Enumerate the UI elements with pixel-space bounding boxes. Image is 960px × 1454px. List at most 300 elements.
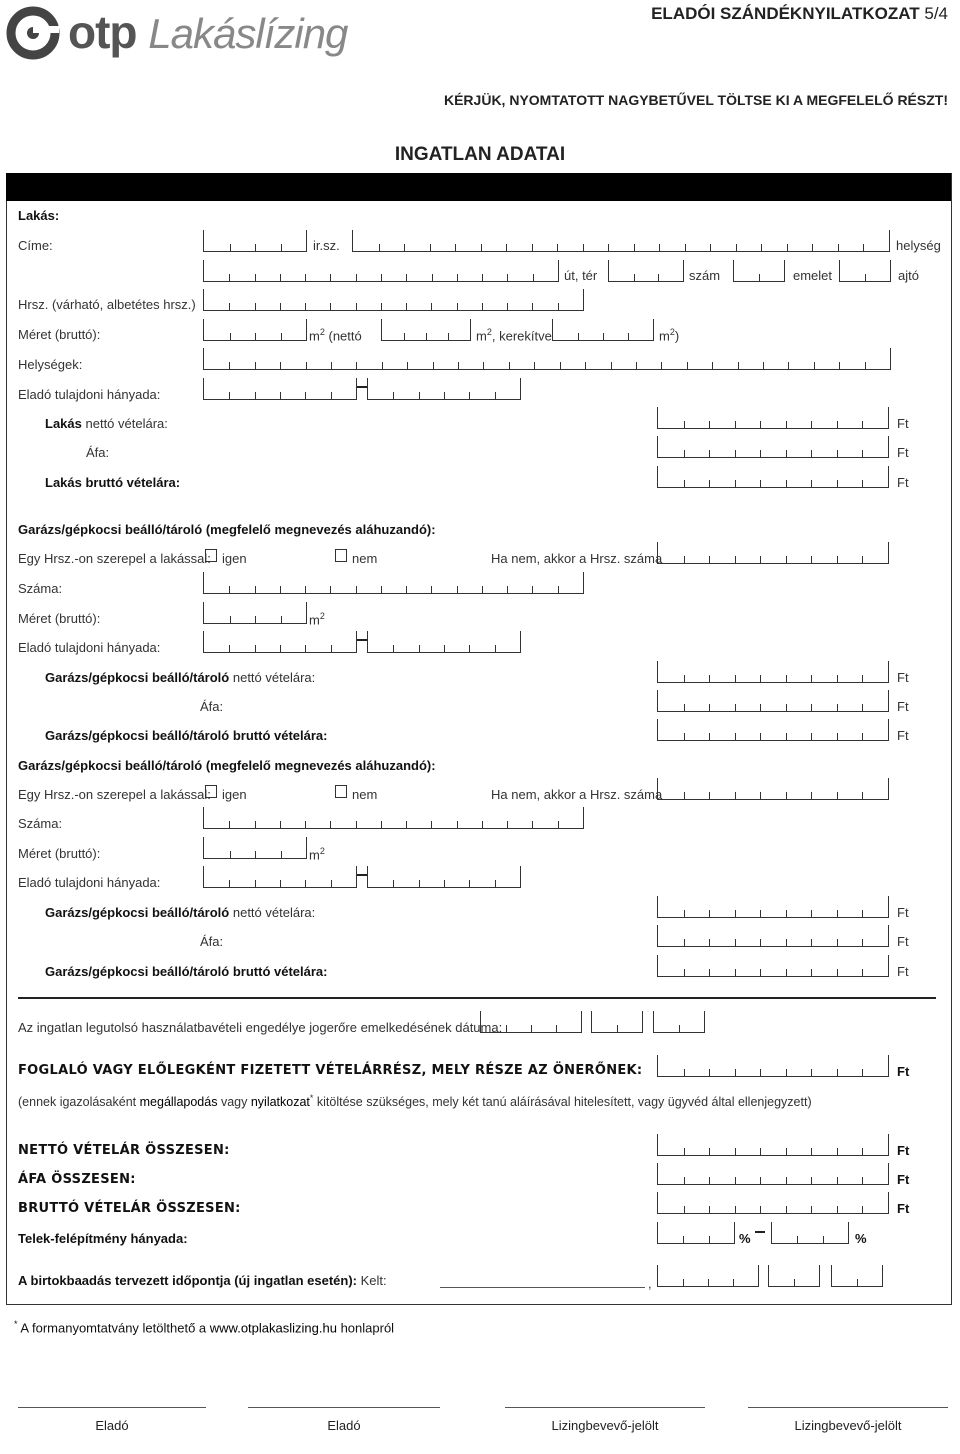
cell-divider bbox=[280, 392, 281, 399]
cell-divider bbox=[280, 586, 281, 593]
cell-divider bbox=[255, 586, 256, 593]
gross-total-input[interactable] bbox=[657, 1192, 889, 1214]
garage1-ownership-numerator-input[interactable] bbox=[203, 631, 357, 653]
net-price-label: Lakás nettó vételára: bbox=[45, 416, 168, 431]
cell-divider bbox=[760, 1069, 761, 1076]
vat-input[interactable] bbox=[657, 436, 889, 458]
cell-divider bbox=[585, 362, 586, 369]
cell-divider bbox=[532, 586, 533, 593]
cell-divider bbox=[735, 1148, 736, 1155]
cell-divider bbox=[709, 556, 710, 563]
handover-month-input[interactable] bbox=[768, 1265, 820, 1287]
garage2-size-unit: $m^2$ bbox=[309, 846, 325, 863]
cell-divider bbox=[381, 274, 382, 281]
vat-label: Áfa: bbox=[86, 445, 110, 460]
cell-divider bbox=[857, 1279, 858, 1286]
cell-divider bbox=[482, 586, 483, 593]
cell-divider bbox=[761, 244, 762, 251]
cell-divider bbox=[431, 821, 432, 828]
currency-ft: Ft bbox=[897, 416, 909, 431]
percent-sign: % bbox=[855, 1231, 867, 1246]
net-price-input[interactable] bbox=[657, 407, 889, 429]
size-net-input[interactable] bbox=[381, 319, 471, 341]
hrsz-input[interactable] bbox=[203, 289, 584, 311]
cell-divider bbox=[558, 821, 559, 828]
street-label: út, tér bbox=[564, 268, 598, 283]
garage2-same-hrsz-label: Egy Hrsz.-on szerepel a lakással: bbox=[18, 787, 211, 802]
garage1-size-input[interactable] bbox=[203, 602, 307, 624]
cell-divider bbox=[255, 821, 256, 828]
cell-divider bbox=[786, 1069, 787, 1076]
cell-divider bbox=[636, 362, 637, 369]
cell-divider bbox=[356, 274, 357, 281]
garage1-gross-price-input[interactable] bbox=[657, 719, 889, 741]
currency-ft: Ft bbox=[897, 475, 909, 490]
cell-divider bbox=[862, 450, 863, 457]
cell-divider bbox=[709, 969, 710, 976]
land-share-input[interactable] bbox=[657, 1222, 735, 1244]
garage1-vat-label: Áfa: bbox=[200, 699, 224, 714]
cell-divider bbox=[556, 1025, 557, 1032]
section-divider bbox=[18, 997, 936, 999]
cell-divider bbox=[560, 362, 561, 369]
cell-divider bbox=[255, 851, 256, 858]
cell-divider bbox=[356, 303, 357, 310]
cell-divider bbox=[786, 450, 787, 457]
cell-divider bbox=[812, 244, 813, 251]
cell-divider bbox=[393, 392, 394, 399]
cell-divider bbox=[230, 244, 231, 251]
cell-divider bbox=[281, 333, 282, 340]
cell-divider bbox=[495, 645, 496, 652]
signature-label: Eladó bbox=[327, 1418, 361, 1433]
cell-divider bbox=[811, 733, 812, 740]
cell-divider bbox=[280, 880, 281, 887]
building-share-input[interactable] bbox=[771, 1222, 849, 1244]
cell-divider bbox=[407, 362, 408, 369]
handover-year-input[interactable] bbox=[657, 1265, 759, 1287]
cell-divider bbox=[658, 274, 659, 281]
cell-divider bbox=[230, 616, 231, 623]
garage2-ownership-denominator-input[interactable] bbox=[367, 866, 521, 888]
cell-divider bbox=[862, 910, 863, 917]
cell-divider bbox=[495, 880, 496, 887]
logo-wordmark: otp Lakáslízing bbox=[68, 6, 348, 58]
cell-divider bbox=[611, 362, 612, 369]
garage1-gross-price-label: Garázs/gépkocsi beálló/tároló bruttó vételára: bbox=[45, 728, 328, 743]
cell-divider bbox=[229, 821, 230, 828]
cell-divider bbox=[381, 303, 382, 310]
cell-divider bbox=[837, 480, 838, 487]
handover-day-input[interactable] bbox=[831, 1265, 883, 1287]
garage1-size-unit: $m^2$ bbox=[309, 611, 325, 628]
cell-divider bbox=[406, 274, 407, 281]
garage2-number-label: Száma: bbox=[18, 816, 63, 831]
cell-divider bbox=[863, 244, 864, 251]
vat-total-label: ÁFA ÖSSZESEN: bbox=[18, 1172, 136, 1187]
garage2-size-label: Méret (bruttó): bbox=[18, 846, 101, 861]
cell-divider bbox=[811, 421, 812, 428]
cell-divider bbox=[738, 362, 739, 369]
cell-divider bbox=[683, 1236, 684, 1243]
cell-divider bbox=[862, 1148, 863, 1155]
garage2-hrsz-input[interactable] bbox=[657, 778, 889, 800]
cell-divider bbox=[255, 303, 256, 310]
cell-divider bbox=[837, 969, 838, 976]
cell-divider bbox=[393, 880, 394, 887]
signature-line-lessee-1[interactable] bbox=[505, 1407, 705, 1408]
permit-month-input[interactable] bbox=[591, 1011, 643, 1033]
cell-divider bbox=[760, 704, 761, 711]
cell-divider bbox=[469, 880, 470, 887]
cell-divider bbox=[404, 244, 405, 251]
cell-divider bbox=[786, 792, 787, 799]
cell-divider bbox=[603, 333, 604, 340]
cell-divider bbox=[608, 244, 609, 251]
cell-divider bbox=[684, 704, 685, 711]
cell-divider bbox=[229, 880, 230, 887]
gross-total-label: BRUTTÓ VÉTELÁR ÖSSZESEN: bbox=[18, 1201, 241, 1216]
currency-ft: Ft bbox=[897, 699, 909, 714]
cell-divider bbox=[558, 586, 559, 593]
garage2-number-input[interactable] bbox=[203, 807, 584, 829]
cell-divider bbox=[862, 1206, 863, 1213]
cell-divider bbox=[432, 274, 433, 281]
garage1-hrsz-input[interactable] bbox=[657, 542, 889, 564]
signature-line-seller-1[interactable] bbox=[18, 1407, 206, 1408]
deposit-note: (ennek igazolásaként megállapodás vagy nyilatkozat* kitöltése szükséges, mely két tanú aláírásával hitelesített, vagy ügyvéd által ellenjegyzett) bbox=[18, 1093, 812, 1110]
cell-divider bbox=[735, 969, 736, 976]
garage2-no-label: nem bbox=[352, 787, 378, 802]
cell-divider bbox=[331, 645, 332, 652]
cell-divider bbox=[687, 362, 688, 369]
cell-divider bbox=[531, 1025, 532, 1032]
cell-divider bbox=[684, 450, 685, 457]
deposit-input[interactable] bbox=[657, 1055, 889, 1077]
cell-divider bbox=[356, 362, 357, 369]
cell-divider bbox=[794, 1279, 795, 1286]
cell-divider bbox=[760, 1206, 761, 1213]
deposit-label: FOGLALÓ VAGY ELŐLEGKÉNT FIZETETT VÉTELÁRRÉSZ, MELY RÉSZE AZ ÖNERŐNEK: bbox=[18, 1063, 643, 1078]
cell-divider bbox=[659, 244, 660, 251]
cell-divider bbox=[814, 362, 815, 369]
cell-divider bbox=[760, 910, 761, 917]
cell-divider bbox=[281, 851, 282, 858]
cell-divider bbox=[482, 821, 483, 828]
cell-divider bbox=[862, 675, 863, 682]
cell-divider bbox=[393, 645, 394, 652]
cell-divider bbox=[708, 1279, 709, 1286]
cell-divider bbox=[709, 480, 710, 487]
garage2-no-checkbox[interactable] bbox=[335, 785, 347, 798]
garage1-no-checkbox[interactable] bbox=[335, 549, 347, 562]
zip-input[interactable] bbox=[203, 230, 307, 252]
cell-divider bbox=[683, 1279, 684, 1286]
cell-divider bbox=[837, 910, 838, 917]
garage1-no-label: nem bbox=[352, 551, 378, 566]
cell-divider bbox=[305, 880, 306, 887]
cell-divider bbox=[426, 333, 427, 340]
size-gross-label: Méret (bruttó): bbox=[18, 327, 101, 342]
cell-divider bbox=[532, 821, 533, 828]
cell-divider bbox=[356, 821, 357, 828]
cell-divider bbox=[255, 880, 256, 887]
vat-total-input[interactable] bbox=[657, 1163, 889, 1185]
cell-divider bbox=[862, 939, 863, 946]
cell-divider bbox=[862, 421, 863, 428]
garage2-ownership-numerator-input[interactable] bbox=[203, 866, 357, 888]
cell-divider bbox=[382, 362, 383, 369]
percent-sign: % bbox=[739, 1231, 751, 1246]
cell-divider bbox=[430, 244, 431, 251]
cell-divider bbox=[305, 303, 306, 310]
garage1-net-price-input[interactable] bbox=[657, 661, 889, 683]
cell-divider bbox=[862, 704, 863, 711]
garage2-yes-checkbox[interactable] bbox=[205, 785, 217, 798]
cell-divider bbox=[811, 450, 812, 457]
garage1-vat-input[interactable] bbox=[657, 690, 889, 712]
otp-logo-icon bbox=[6, 6, 60, 60]
cell-divider bbox=[404, 333, 405, 340]
cell-divider bbox=[760, 969, 761, 976]
cell-divider bbox=[685, 244, 686, 251]
cell-divider bbox=[684, 1069, 685, 1076]
cell-divider bbox=[482, 303, 483, 310]
cell-divider bbox=[760, 1148, 761, 1155]
cell-divider bbox=[578, 333, 579, 340]
cell-divider bbox=[381, 821, 382, 828]
cell-divider bbox=[709, 704, 710, 711]
cell-divider bbox=[684, 675, 685, 682]
cell-divider bbox=[862, 792, 863, 799]
garage2-vat-label: Áfa: bbox=[200, 934, 224, 949]
cell-divider bbox=[356, 586, 357, 593]
cell-divider bbox=[735, 450, 736, 457]
ownership-denominator-input[interactable] bbox=[367, 378, 521, 400]
cell-divider bbox=[786, 1148, 787, 1155]
cell-divider bbox=[709, 733, 710, 740]
currency-ft: Ft bbox=[897, 445, 909, 460]
garage1-ownership-label: Eladó tulajdoni hányada: bbox=[18, 640, 161, 655]
cell-divider bbox=[634, 274, 635, 281]
cell-divider bbox=[786, 480, 787, 487]
cell-divider bbox=[255, 616, 256, 623]
cell-divider bbox=[433, 362, 434, 369]
cell-divider bbox=[760, 450, 761, 457]
garage2-size-input[interactable] bbox=[203, 837, 307, 859]
cell-divider bbox=[507, 586, 508, 593]
cell-divider bbox=[811, 704, 812, 711]
document-title: ELADÓI SZÁNDÉKNYILATKOZAT 5/4 bbox=[651, 4, 948, 23]
cell-divider bbox=[532, 303, 533, 310]
cell-divider bbox=[406, 303, 407, 310]
size-gross-input[interactable] bbox=[203, 319, 307, 341]
floor-label: emelet bbox=[793, 268, 833, 283]
garage2-vat-input[interactable] bbox=[657, 925, 889, 947]
cell-divider bbox=[381, 586, 382, 593]
cell-divider bbox=[736, 244, 737, 251]
street-input[interactable] bbox=[203, 260, 559, 282]
ownership-numerator-input[interactable] bbox=[203, 378, 357, 400]
cell-divider bbox=[811, 1069, 812, 1076]
cell-divider bbox=[255, 392, 256, 399]
address-label: Címe: bbox=[18, 238, 53, 253]
cell-divider bbox=[469, 645, 470, 652]
cell-divider bbox=[709, 1177, 710, 1184]
cell-divider bbox=[760, 792, 761, 799]
cell-divider bbox=[306, 362, 307, 369]
cell-divider bbox=[865, 362, 866, 369]
cell-divider bbox=[735, 421, 736, 428]
gross-price-input[interactable] bbox=[657, 466, 889, 488]
signature-line-seller-2[interactable] bbox=[248, 1407, 440, 1408]
cell-divider bbox=[735, 792, 736, 799]
cell-divider bbox=[281, 616, 282, 623]
cell-divider bbox=[457, 274, 458, 281]
cell-divider bbox=[684, 910, 685, 917]
cell-divider bbox=[406, 586, 407, 593]
cell-divider bbox=[837, 1148, 838, 1155]
permit-year-input[interactable] bbox=[480, 1011, 582, 1033]
signature-line-lessee-2[interactable] bbox=[748, 1407, 948, 1408]
permit-day-input[interactable] bbox=[653, 1011, 705, 1033]
cell-divider bbox=[735, 1206, 736, 1213]
cell-divider bbox=[787, 244, 788, 251]
garage1-number-label: Száma: bbox=[18, 581, 63, 596]
cell-divider bbox=[457, 303, 458, 310]
cell-divider bbox=[534, 362, 535, 369]
garage2-gross-price-label: Garázs/gépkocsi beálló/tároló bruttó vételára: bbox=[45, 964, 328, 979]
cell-divider bbox=[709, 792, 710, 799]
door-input[interactable] bbox=[839, 260, 891, 282]
cell-divider bbox=[760, 675, 761, 682]
cell-divider bbox=[865, 274, 866, 281]
house-number-label: szám bbox=[689, 268, 721, 283]
garage1-yes-label: igen bbox=[222, 551, 247, 566]
size-fenced-unit: $m^2$) bbox=[659, 327, 680, 344]
cell-divider bbox=[786, 556, 787, 563]
cell-divider bbox=[684, 1177, 685, 1184]
cell-divider bbox=[709, 1236, 710, 1243]
cell-divider bbox=[735, 910, 736, 917]
garage2-net-price-label: Garázs/gépkocsi beálló/tároló nettó vételára: bbox=[45, 905, 316, 920]
cell-divider bbox=[506, 1025, 507, 1032]
cell-divider bbox=[617, 1025, 618, 1032]
cell-divider bbox=[709, 910, 710, 917]
cell-divider bbox=[229, 645, 230, 652]
cell-divider bbox=[837, 421, 838, 428]
garage1-hrsz-label: Ha nem, akkor a Hrsz. száma bbox=[491, 551, 663, 566]
size-net-unit: $m^2$, kerekítve bbox=[476, 327, 552, 344]
cell-divider bbox=[230, 333, 231, 340]
cell-divider bbox=[786, 733, 787, 740]
cell-divider bbox=[760, 480, 761, 487]
cell-divider bbox=[331, 392, 332, 399]
net-total-input[interactable] bbox=[657, 1134, 889, 1156]
cell-divider bbox=[786, 1206, 787, 1213]
cell-divider bbox=[330, 274, 331, 281]
cell-divider bbox=[583, 244, 584, 251]
cell-divider bbox=[811, 792, 812, 799]
cell-divider bbox=[786, 421, 787, 428]
rooms-input[interactable] bbox=[203, 348, 891, 370]
cell-divider bbox=[684, 733, 685, 740]
floor-input[interactable] bbox=[733, 260, 785, 282]
cell-divider bbox=[760, 733, 761, 740]
cell-divider bbox=[255, 244, 256, 251]
garage1-yes-checkbox[interactable] bbox=[205, 549, 217, 562]
garage2-gross-price-input[interactable] bbox=[657, 955, 889, 977]
cell-divider bbox=[811, 939, 812, 946]
cell-divider bbox=[230, 851, 231, 858]
cell-divider bbox=[458, 362, 459, 369]
cell-divider bbox=[305, 274, 306, 281]
cell-divider bbox=[684, 1148, 685, 1155]
fraction-dash bbox=[357, 874, 367, 876]
cell-divider bbox=[735, 480, 736, 487]
cell-divider bbox=[481, 244, 482, 251]
fill-instruction: KÉRJÜK, NYOMTATOTT NAGYBETŰVEL TÖLTSE KI A MEGFELELŐ RÉSZT! bbox=[443, 92, 948, 108]
cell-divider bbox=[229, 303, 230, 310]
currency-ft: Ft bbox=[897, 1064, 910, 1079]
cell-divider bbox=[760, 1177, 761, 1184]
cell-divider bbox=[330, 303, 331, 310]
cell-divider bbox=[255, 333, 256, 340]
signature-label: Lizingbevevő-jelölt bbox=[794, 1418, 902, 1433]
cell-divider bbox=[760, 939, 761, 946]
size-fenced-input[interactable] bbox=[552, 319, 654, 341]
net-total-label: NETTÓ VÉTELÁR ÖSSZESEN: bbox=[18, 1143, 230, 1158]
cell-divider bbox=[811, 910, 812, 917]
cell-divider bbox=[444, 392, 445, 399]
cell-divider bbox=[712, 362, 713, 369]
cell-divider bbox=[331, 362, 332, 369]
cell-divider bbox=[811, 1177, 812, 1184]
cell-divider bbox=[811, 1148, 812, 1155]
cell-divider bbox=[532, 244, 533, 251]
garage1-ownership-denominator-input[interactable] bbox=[367, 631, 521, 653]
cell-divider bbox=[507, 303, 508, 310]
cell-divider bbox=[837, 939, 838, 946]
garage2-net-price-input[interactable] bbox=[657, 896, 889, 918]
place-input[interactable] bbox=[440, 1287, 645, 1288]
garage1-number-input[interactable] bbox=[203, 572, 584, 594]
cell-divider bbox=[862, 1177, 863, 1184]
cell-divider bbox=[838, 244, 839, 251]
cell-divider bbox=[280, 821, 281, 828]
cell-divider bbox=[457, 586, 458, 593]
cell-divider bbox=[281, 244, 282, 251]
house-number-input[interactable] bbox=[608, 260, 684, 282]
cell-divider bbox=[733, 1279, 734, 1286]
cell-divider bbox=[557, 244, 558, 251]
cell-divider bbox=[419, 880, 420, 887]
cell-divider bbox=[735, 1069, 736, 1076]
cell-divider bbox=[229, 274, 230, 281]
cell-divider bbox=[684, 556, 685, 563]
city-input[interactable] bbox=[352, 230, 890, 252]
website-link[interactable]: www.otplakaslizing.hu bbox=[209, 1320, 337, 1336]
fraction-dash bbox=[357, 639, 367, 641]
cell-divider bbox=[431, 586, 432, 593]
cell-divider bbox=[280, 274, 281, 281]
currency-ft: Ft bbox=[897, 905, 909, 920]
cell-divider bbox=[255, 274, 256, 281]
cell-divider bbox=[839, 362, 840, 369]
cell-divider bbox=[709, 1069, 710, 1076]
cell-divider bbox=[786, 1177, 787, 1184]
cell-divider bbox=[837, 704, 838, 711]
